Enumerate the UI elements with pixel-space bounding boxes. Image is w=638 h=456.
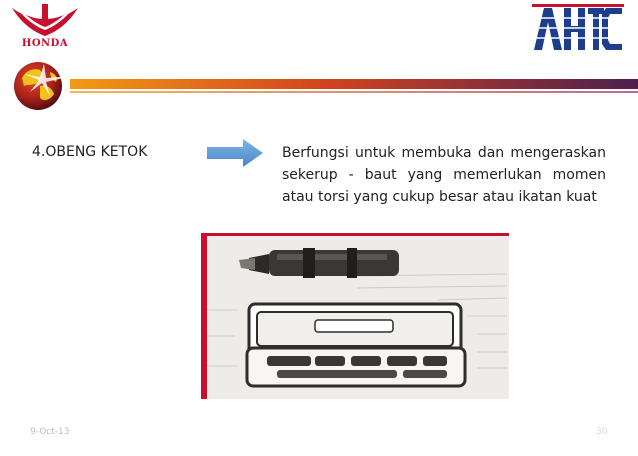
impact-screwdriver-photo (201, 233, 509, 399)
footer-page-number: 30 (596, 427, 608, 437)
honda-logo (4, 2, 86, 54)
honda-logo-text: HONDA (21, 38, 69, 49)
ahtc-logo (532, 4, 624, 52)
header-gradient-bar (70, 79, 638, 89)
footer-date: 9-Oct-13 (30, 427, 70, 437)
right-arrow-icon (207, 139, 263, 167)
item-title: 4.OBENG KETOK (32, 144, 148, 160)
description-text: Berfungsi untuk membuka dan mengeraskan sekerup - baut yang memerlukan momen atau torsi yang cukup besar atau ikatan kuat (282, 145, 606, 205)
header-thin-bar (70, 91, 638, 93)
ahtc-logo-icon (532, 4, 624, 52)
globe-icon (10, 56, 72, 114)
honda-wing-icon (4, 2, 86, 38)
impact-screwdriver-set-icon (207, 236, 509, 399)
